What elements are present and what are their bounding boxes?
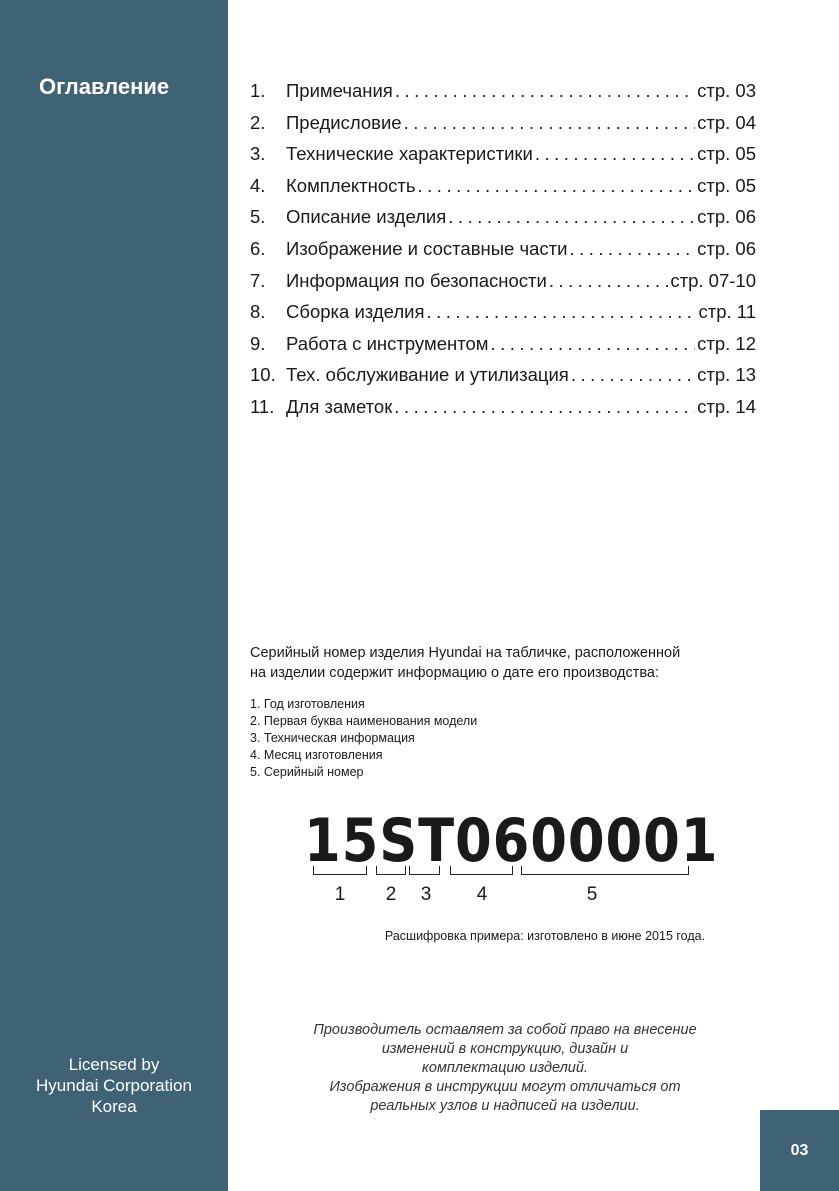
- toc-leader: [418, 175, 696, 197]
- bracket: [409, 866, 440, 875]
- toc-leader: [448, 206, 695, 228]
- toc-page: стр. 13: [697, 364, 756, 386]
- toc-page: стр. 04: [697, 111, 756, 133]
- toc-number: 10.: [250, 364, 276, 386]
- toc-leader: [404, 112, 696, 134]
- toc-number: 9.: [250, 332, 266, 354]
- bracket: [450, 866, 513, 875]
- legend-item: 5. Серийный номер: [250, 765, 364, 779]
- toc-number: 8.: [250, 301, 266, 323]
- note-line: Производитель оставляет за собой право на внесение: [313, 1022, 697, 1038]
- toc-entry[interactable]: [250, 238, 756, 270]
- table-of-contents: [250, 80, 756, 428]
- toc-entry[interactable]: [250, 206, 756, 238]
- toc-label: Тех. обслуживание и утилизация: [286, 364, 569, 386]
- toc-leader: [569, 238, 695, 260]
- toc-page: стр. 12: [697, 332, 756, 354]
- toc-entry[interactable]: [250, 175, 756, 207]
- toc-number: 11.: [250, 395, 275, 417]
- toc-entry[interactable]: [250, 80, 756, 112]
- serial-decode: Расшифровка примера: изготовлено в июне 2015 года.: [384, 929, 706, 943]
- bracket: [376, 866, 406, 875]
- toc-label: Предисловие: [286, 111, 402, 133]
- toc-label: Описание изделия: [286, 206, 447, 228]
- note-line: Изображения в инструкции могут отличаться от: [329, 1079, 681, 1095]
- note-line: реальных узлов и надписей на изделии.: [370, 1098, 640, 1114]
- toc-page: стр. 05: [697, 143, 756, 165]
- disclaimer: [250, 1021, 760, 1116]
- toc-leader: [394, 396, 695, 418]
- serial-example: 15ST0600001: [304, 806, 719, 876]
- toc-number: 6.: [250, 237, 266, 259]
- toc-label: Изображение и составные части: [286, 237, 568, 259]
- page-number: 03: [760, 1110, 839, 1191]
- toc-number: 7.: [250, 269, 266, 291]
- bracket-label: 1: [334, 884, 346, 905]
- toc-leader: [571, 364, 695, 386]
- toc-number: 3.: [250, 143, 266, 165]
- legend-item: 1. Год изготовления: [250, 697, 365, 711]
- toc-number: 5.: [250, 206, 266, 228]
- toc-leader: [395, 80, 695, 102]
- note-line: комплектацию изделий.: [422, 1060, 588, 1076]
- toc-leader: [549, 270, 669, 292]
- toc-label: Для заметок: [286, 395, 393, 417]
- legend-item: 3. Техническая информация: [250, 731, 415, 745]
- toc-entry[interactable]: [250, 143, 756, 175]
- toc-number: 2.: [250, 111, 266, 133]
- license-line: Licensed by: [68, 1055, 160, 1074]
- note-line: изменений в конструкцию, дизайн и: [381, 1041, 629, 1057]
- toc-title: Оглавление: [39, 74, 170, 99]
- toc-entry[interactable]: [250, 270, 756, 302]
- bracket: [521, 866, 689, 875]
- license-line: Korea: [91, 1097, 137, 1116]
- toc-label: Работа с инструментом: [286, 332, 489, 354]
- toc-entry[interactable]: [250, 396, 756, 428]
- toc-label: Технические характеристики: [286, 143, 533, 165]
- serial-intro: [250, 643, 680, 683]
- toc-entry[interactable]: [250, 112, 756, 144]
- toc-page: стр. 11: [698, 301, 756, 323]
- toc-page: стр. 05: [697, 174, 756, 196]
- bracket-label: 2: [385, 884, 397, 905]
- toc-label: Сборка изделия: [286, 301, 425, 323]
- toc-leader: [427, 301, 697, 323]
- toc-leader: [490, 333, 695, 355]
- toc-label: Информация по безопасности: [286, 269, 547, 291]
- legend-item: 2. Первая буква наименования модели: [250, 714, 478, 728]
- toc-label: Комплектность: [286, 174, 416, 196]
- license-text: [0, 1054, 228, 1117]
- license-line: Hyundai Corporation: [36, 1076, 192, 1095]
- sidebar: [0, 0, 228, 1191]
- bracket-label: 4: [476, 884, 488, 905]
- bracket-label: 5: [586, 884, 598, 905]
- serial-legend: [250, 696, 477, 781]
- intro-line: на изделии содержит информацию о дате его производства:: [250, 665, 659, 681]
- toc-page: стр. 06: [697, 206, 756, 228]
- bracket-label: 3: [420, 884, 432, 905]
- toc-entry[interactable]: [250, 364, 756, 396]
- toc-number: 4.: [250, 174, 266, 196]
- toc-entry[interactable]: [250, 333, 756, 365]
- toc-page: стр. 03: [697, 80, 756, 101]
- toc-leader: [535, 143, 695, 165]
- toc-page: стр. 07-10: [670, 269, 756, 291]
- toc-label: Примечания: [286, 80, 393, 101]
- bracket: [313, 866, 367, 875]
- toc-number: 1.: [250, 80, 266, 101]
- toc-page: стр. 06: [697, 237, 756, 259]
- toc-entry[interactable]: [250, 301, 756, 333]
- toc-page: стр. 14: [697, 395, 756, 417]
- legend-item: 4. Месяц изготовления: [250, 748, 383, 762]
- intro-line: Серийный номер изделия Hyundai на табличке, расположенной: [250, 645, 681, 661]
